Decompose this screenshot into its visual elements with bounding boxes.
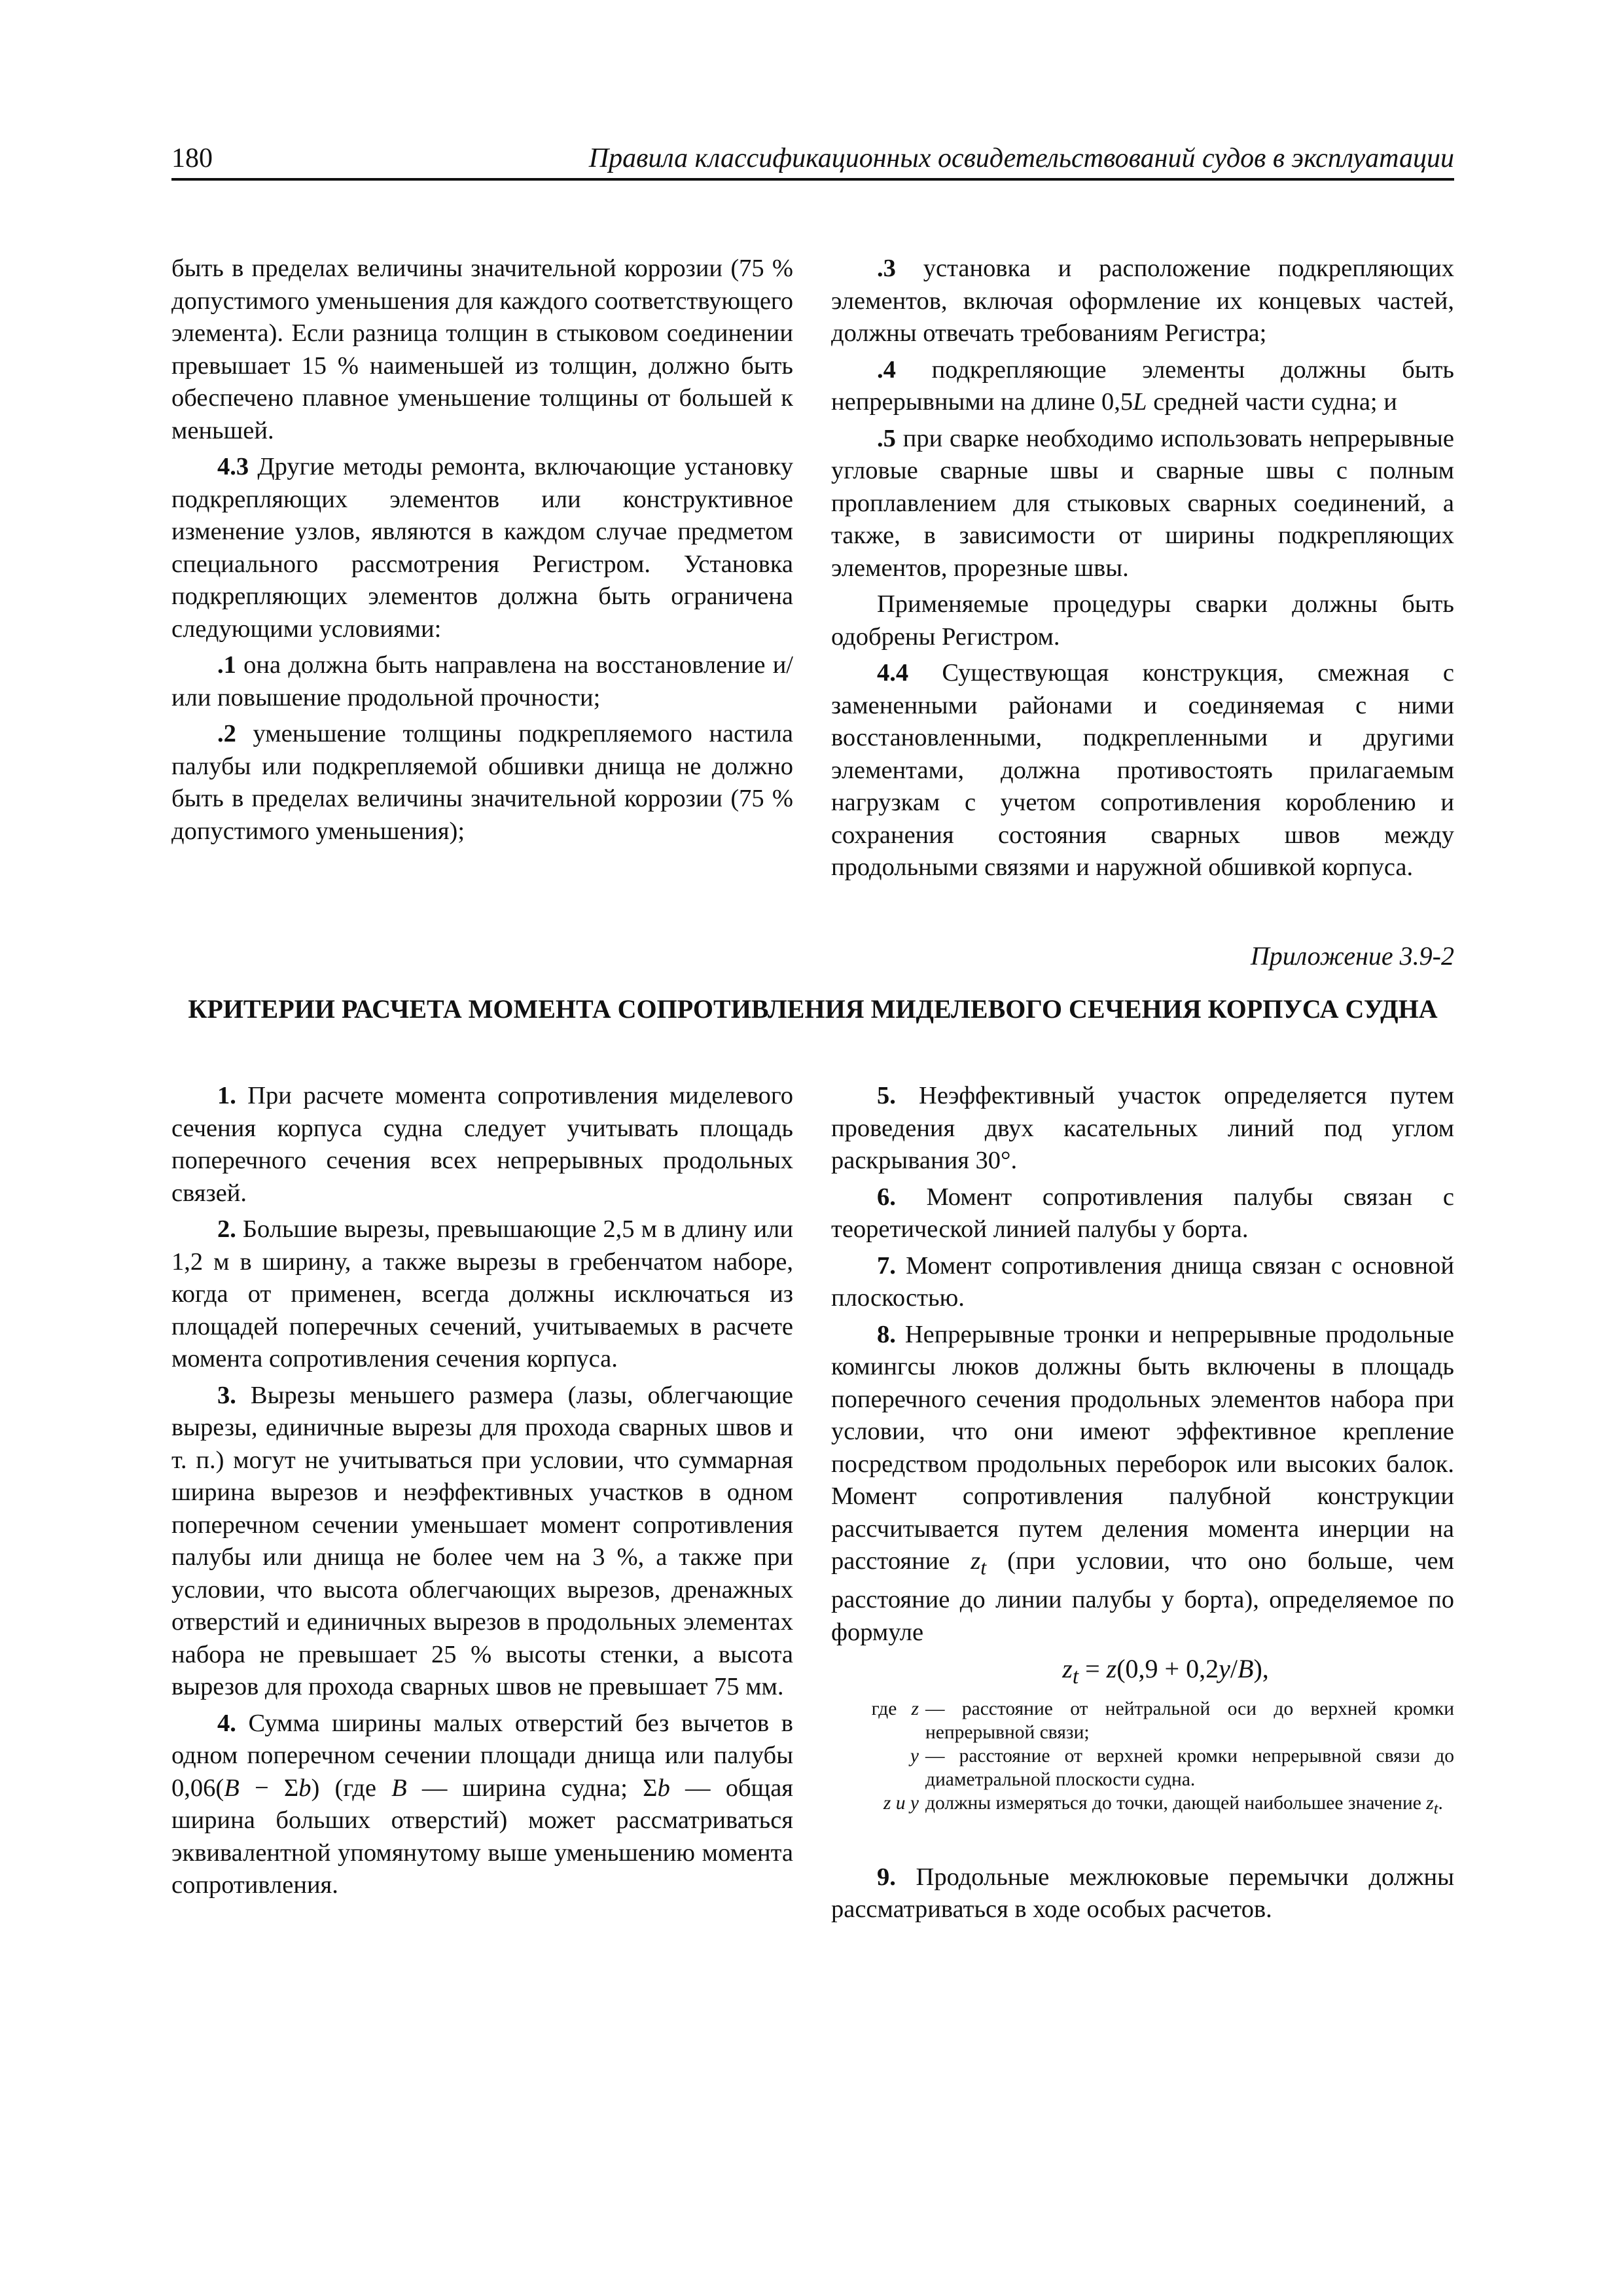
paragraph: быть в пределах величины значительной коррозии (75 % допустимого уменьшения для каждого соответствующего элемента). Если разница толщин в стыковом соединении превышает 15 % наименьшей из толщин, должно быть обеспечено плавное уменьшение толщины от большей к меньшей. bbox=[171, 255, 793, 444]
page-number: 180 bbox=[171, 143, 213, 173]
criteria-left-column bbox=[171, 1080, 793, 1906]
paragraph-4-3: 4.3 Другие методы ремонта, включающие установку подкрепляющих элементов или конструктивное изменение узлов, являются в каждом случае предметом специального рассмотрения Регистром. Установка подкрепляющих элементов должна быть ограничена следующими условиями: bbox=[171, 453, 793, 643]
header-rule bbox=[171, 178, 1454, 181]
top-left-column bbox=[171, 253, 793, 852]
formula: $z_t = z(0,9 + 0,2y/B)$, bbox=[1062, 1654, 1269, 1689]
paragraph-item-4: .4 подкрепляющие элементы должны быть непрерывными на длине 0,5L средней части судна; и bbox=[831, 355, 1454, 416]
criterion-9: 9. Продольные межлюковые перемычки должны рассматриваться в ходе особых расчетов. bbox=[831, 1863, 1454, 1924]
section-title: КРИТЕРИИ РАСЧЕТА МОМЕНТА СОПРОТИВЛЕНИЯ МИДЕЛЕВОГО СЕЧЕНИЯ КОРПУСА СУДНА bbox=[188, 994, 1438, 1024]
paragraph-item-1: .1 она должна быть направлена на восстановление и/или повышение продольной прочности; bbox=[171, 651, 793, 711]
page-header bbox=[171, 143, 1454, 181]
paragraph: Применяемые процедуры сварки должны быть одобрены Регистром. bbox=[831, 590, 1454, 651]
criterion-5: 5. Неэффективный участок определяется путем проведения двух касательных линий под углом раскрывания 30°. bbox=[831, 1082, 1454, 1174]
criterion-1: 1. При расчете момента сопротивления миделевого сечения корпуса судна следует учитывать площадь поперечного сечения всех непрерывных продольных связей. bbox=[171, 1082, 793, 1207]
paragraph-item-5: .5 при сварке необходимо использовать непрерывные угловые сварные швы и сварные швы с полным проплавлением для стыковых сварных соединений, а также, в зависимости от ширины подкрепляющих элементов, прорезные швы. bbox=[831, 424, 1454, 582]
legend-row-z: где z — расстояние от нейтральной оси до верхней кромки непрерывной связи; bbox=[871, 1698, 1454, 1743]
legend-row-z-and-y: z и y должны измеряться до точки, дающей наибольшее значение $z_t$. bbox=[883, 1792, 1443, 1818]
criterion-2: 2. Большие вырезы, превышающие 2,5 м в длину или 1,2 м в ширину, а также вырезы в гребенчатом наборе, когда от применен, всегда должны исключаться из площадей поперечных сечений, учитываемых в расчете момента сопротивления сечения корпуса. bbox=[171, 1215, 793, 1372]
legend-row-y: y — расстояние от верхней кромки непрерывной связи до диаметральной плоскости судна. bbox=[910, 1745, 1454, 1790]
criterion-4: 4. Сумма ширины малых отверстий без вычетов в одном поперечном сечении площади днища или палубы 0,06(B − Σb) (где B — ширина судна; Σb — общая ширина больших отверстий) может рассматриваться эквивалентной упомянутому выше уменьшению момента сопротивления. bbox=[171, 1709, 793, 1899]
criterion-3: 3. Вырезы меньшего размера (лазы, облегчающие вырезы, единичные вырезы для прохода сварных швов и т. п.) могут не учитываться при условии, что суммарная ширина вырезов и неэффективных участков в одном поперечном сечении уменьшает момент сопротивления палубы или днища не более чем на 3 %, а также при условии, что высота облегчающих вырезов, дренажных отверстий и единичных вырезов в продольных элементах набора не превышает 25 % высоты стенки, а высота вырезов для прохода сварных швов не превышает 75 мм. bbox=[171, 1381, 793, 1700]
paragraph-4-4: 4.4 Существующая конструкция, смежная с замененными районами и соединяемая с ними восстановленными, подкрепленными и другими элементами, должна противостоять прилагаемым нагрузкам с учетом сопротивления короблению и сохранения состояния сварных швов между продольными связями и наружной обшивкой корпуса. bbox=[831, 659, 1454, 881]
running-title: Правила классификационных освидетельствований судов в эксплуатации bbox=[588, 143, 1454, 173]
criterion-7: 7. Момент сопротивления днища связан с основной плоскостью. bbox=[831, 1251, 1454, 1312]
criterion-6: 6. Момент сопротивления палубы связан с теоретической линией палубы у борта. bbox=[831, 1183, 1454, 1243]
formula-legend bbox=[831, 1697, 1454, 1821]
criterion-8: 8. Непрерывные тронки и непрерывные продольные комингсы люков должны быть включены в площадь поперечного сечения продольных элементов набора при условии, что они имеют эффективное крепление посредством продольных переборок или высоких балок. Момент сопротивления палубной конструкции рассчитывается путем деления момента инерции на расстояние $z_t$ (при условии, что оно больше, чем расстояние до линии палубы у борта), определяемое по формуле bbox=[831, 1320, 1454, 1646]
paragraph-item-3: .3 установка и расположение подкрепляющих элементов, включая оформление их концевых частей, должны отвечать требованиям Регистра; bbox=[831, 255, 1454, 347]
paragraph-item-2: .2 уменьшение толщины подкрепляемого настила палубы или подкрепляемой обшивки днища не должно быть в пределах величины значительной коррозии (75 % допустимого уменьшения); bbox=[171, 720, 793, 845]
top-right-column bbox=[831, 253, 1454, 888]
criteria-right-column bbox=[831, 1080, 1454, 1930]
appendix-label: Приложение 3.9-2 bbox=[1250, 941, 1454, 971]
